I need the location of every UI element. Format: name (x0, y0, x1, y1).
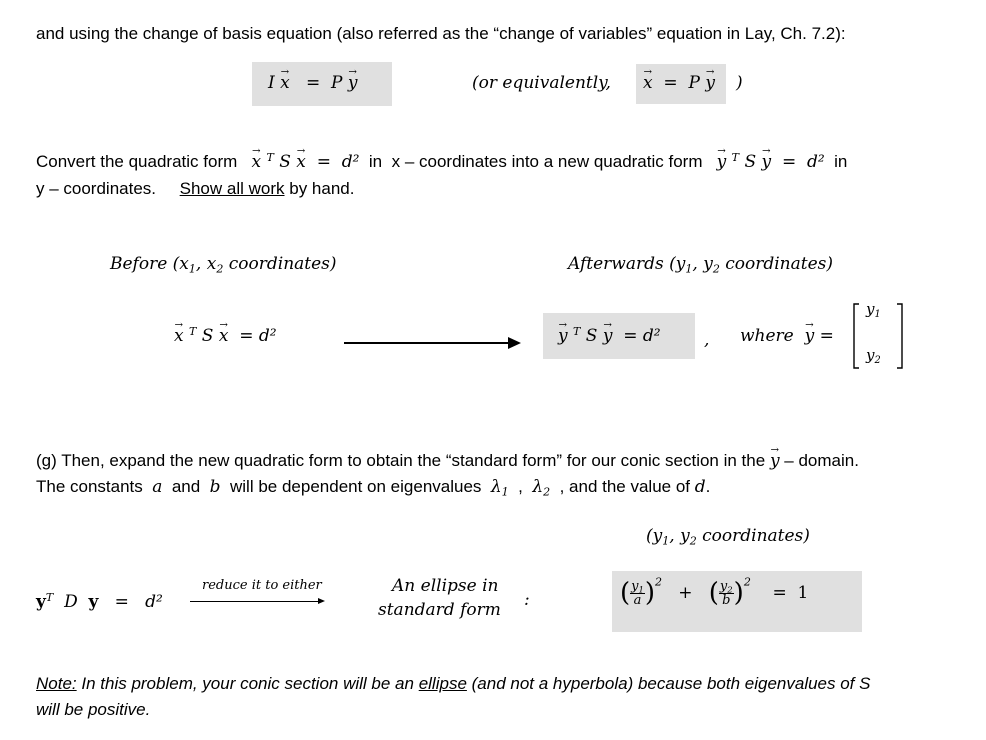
standard-coords-label: ($y_1$, $y_2$ coordinates) (646, 526, 810, 548)
part-g-line-2: The constants a and b will be dependent on eigenvalues $\lambda_1$ , $\lambda_2$ , and the value of d. (36, 477, 711, 499)
vector-entry-y2: $y_2$ (866, 346, 881, 366)
transform-arrow-head (508, 337, 521, 349)
ellipse-label-line-2: standard form (378, 600, 501, 620)
basis-equation-alt-close: ) (736, 73, 743, 93)
after-label: Afterwards ($y_1$, $y_2$ coordinates) (568, 254, 834, 276)
basis-equation: I → x = P → y (268, 73, 357, 93)
where-clause: where → y = (740, 326, 834, 346)
convert-line-2: y – coordinates. Show all work by hand. (36, 179, 355, 198)
after-equation: → y $^T$ S → y = d² (558, 326, 661, 346)
standard-form-equation: ( $\frac{y_1}{a}$ )$^2$ + ( $\frac{y_2}{b}$ )$^2$ = 1 (620, 575, 809, 608)
intro-text: and using the change of basis equation (also referred as the “change of variables” equation in Lay, Ch. 7.2): (36, 24, 846, 43)
diagonal-quadratic-form: $y^T$ D y = d² (36, 590, 163, 612)
reduce-arrow (190, 601, 320, 602)
transform-arrow (344, 342, 510, 344)
basis-equation-alt: → x = P → y (643, 73, 715, 93)
part-g-line-1: (g) Then, expand the new quadratic form to obtain the “standard form” for our conic section in the → y – domain. (36, 451, 859, 471)
basis-equation-alt-label: (or equivalently, (472, 73, 611, 93)
before-label: Before ($x_1$, $x_2$ coordinates) (110, 254, 337, 276)
convert-line-1: Convert the quadratic form → x $^T$ S → x = d² in x – coordinates into a new quadratic form → y $^T$ S → y = d² in (36, 152, 847, 172)
after-comma: , (704, 330, 710, 350)
ellipse-label-line-1: An ellipse in (392, 576, 499, 596)
reduce-arrow-head (318, 598, 325, 604)
show-work-emphasis: Show all work (179, 179, 285, 198)
ellipse-colon: : (524, 590, 530, 610)
before-equation: → x $^T$ S → x = d² (174, 326, 277, 346)
note-line-2: will be positive. (36, 700, 151, 719)
vector-entry-y1: $y_1$ (866, 300, 881, 320)
note-line-1: Note: In this problem, your conic section will be an ellipse (and not a hyperbola) because both eigenvalues of S (36, 674, 871, 693)
reduce-label: reduce it to either (202, 578, 322, 593)
